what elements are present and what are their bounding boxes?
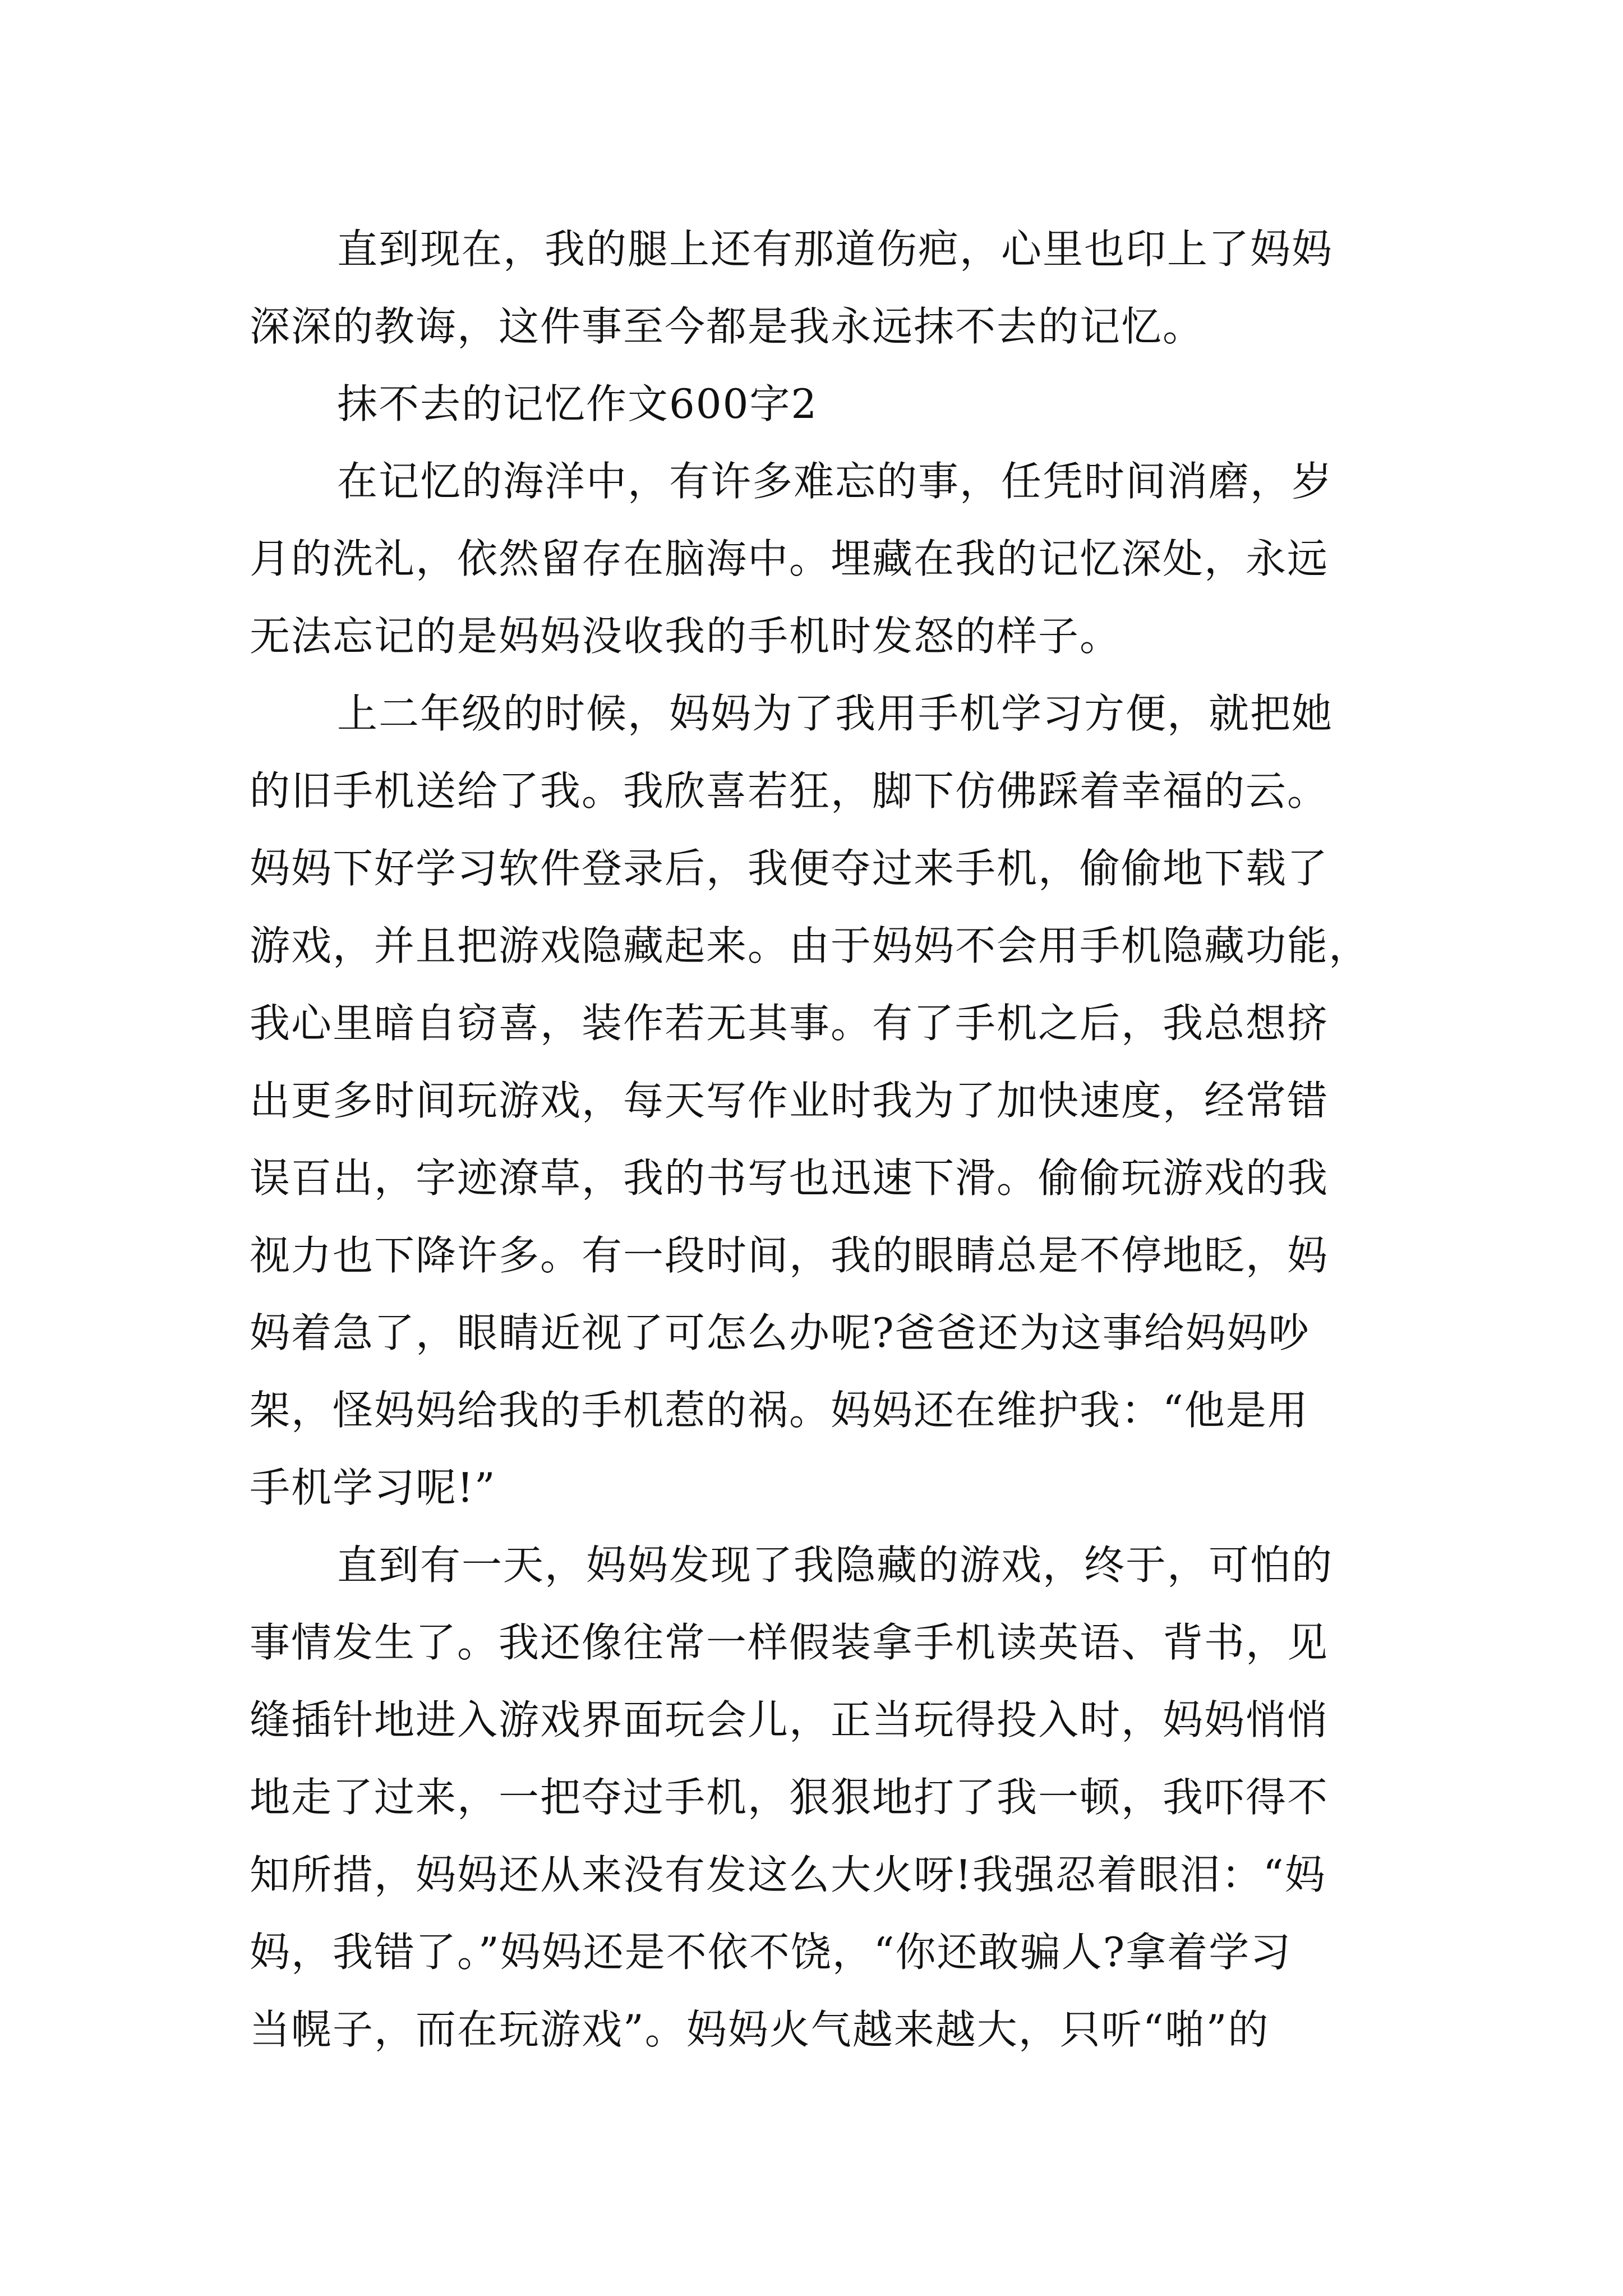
paragraph-line: 直到现在，我的腿上还有那道伤疤，心里也印上了妈妈 — [337, 226, 1334, 273]
section-heading: 抹不去的记忆作文600字2 — [337, 380, 818, 427]
paragraph-line: 直到有一天，妈妈发现了我隐藏的游戏，终于，可怕的 — [337, 1542, 1334, 1589]
paragraph-line: 上二年级的时候，妈妈为了我用手机学习方便，就把她 — [337, 690, 1334, 737]
paragraph-line: 地走了过来，一把夺过手机，狠狠地打了我一顿，我吓得不 — [250, 1774, 1329, 1821]
paragraph-line: 当幌子，而在玩游戏”。妈妈火气越来越大，只听“啪”的 — [250, 2006, 1270, 2053]
paragraph-line: 月的洗礼，依然留存在脑海中。埋藏在我的记忆深处，永远 — [250, 535, 1329, 582]
paragraph-line: 在记忆的海洋中，有许多难忘的事，任凭时间消磨，岁 — [337, 458, 1334, 505]
paragraph-line: 手机学习呢!” — [250, 1464, 496, 1511]
document-body — [250, 210, 1394, 2068]
paragraph-line: 事情发生了。我还像往常一样假装拿手机读英语、背书，见 — [250, 1619, 1329, 1666]
paragraph-line: 误百出，字迹潦草，我的书写也迅速下滑。偷偷玩游戏的我 — [250, 1154, 1329, 1202]
paragraph-line: 游戏，并且把游戏隐藏起来。由于妈妈不会用手机隐藏功能， — [250, 922, 1371, 969]
paragraph-line: 我心里暗自窃喜，装作若无其事。有了手机之后，我总想挤 — [250, 1000, 1329, 1047]
paragraph-line: 架，怪妈妈给我的手机惹的祸。妈妈还在维护我：“他是用 — [250, 1387, 1309, 1434]
paragraph-line: 妈着急了，眼睛近视了可怎么办呢?爸爸还为这事给妈妈吵 — [250, 1309, 1310, 1356]
paragraph-line: 妈，我错了。”妈妈还是不依不饶，“你还敢骗人?拿着学习 — [250, 1929, 1292, 1976]
paragraph-line: 无法忘记的是妈妈没收我的手机时发怒的样子。 — [250, 613, 1122, 660]
paragraph-line: 缝插针地进入游戏界面玩会儿，正当玩得投入时，妈妈悄悄 — [250, 1696, 1329, 1743]
paragraph-line: 深深的教诲，这件事至今都是我永远抹不去的记忆。 — [250, 303, 1205, 350]
paragraph-line: 知所措，妈妈还从来没有发这么大火呀!我强忍着眼泪：“妈 — [250, 1851, 1326, 1898]
paragraph-line: 的旧手机送给了我。我欣喜若狂，脚下仿佛踩着幸福的云。 — [250, 767, 1329, 815]
paragraph-line: 视力也下降许多。有一段时间，我的眼睛总是不停地眨，妈 — [250, 1232, 1329, 1279]
paragraph-line: 出更多时间玩游戏，每天写作业时我为了加快速度，经常错 — [250, 1077, 1329, 1124]
paragraph-line: 妈妈下好学习软件登录后，我便夺过来手机，偷偷地下载了 — [250, 845, 1329, 892]
